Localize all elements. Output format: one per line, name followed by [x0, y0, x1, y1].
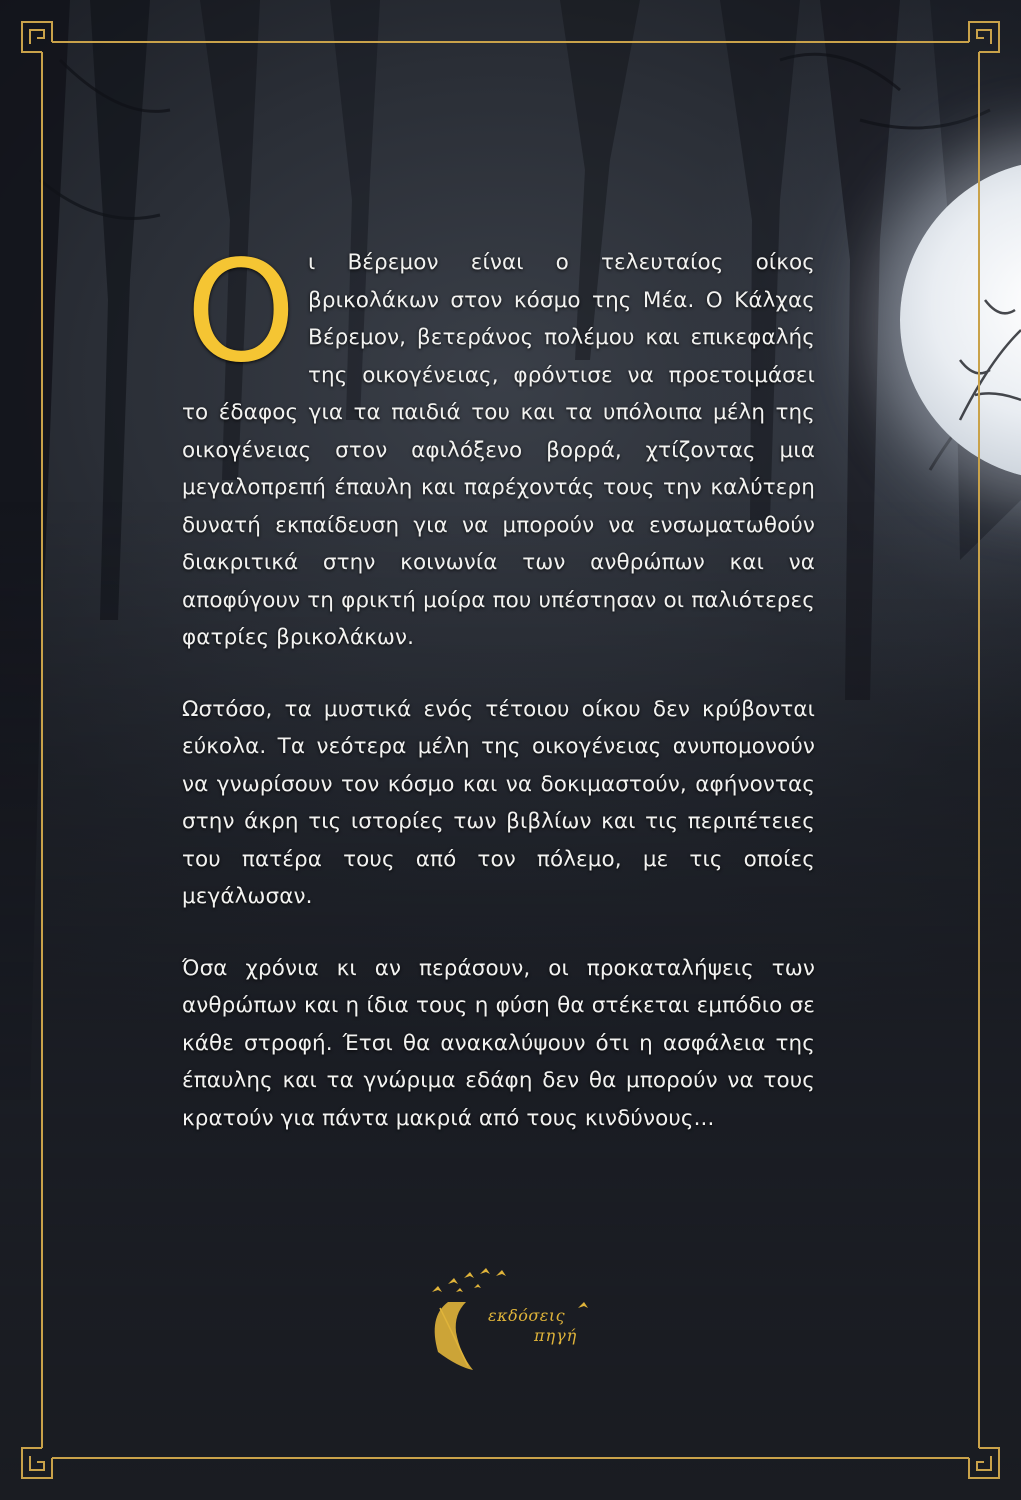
paragraph-3: Όσα χρόνια κι αν περάσουν, οι προκαταλήψεις των ανθρώπων και η ίδια τους η φύση θα στέκεται εμπόδιο σε κάθε στροφή. Έτσι θα ανακαλύψουν ότι η ασφάλεια της έπαυλης και τα γνώριμα εδάφη δεν θα μπορούν να τους κρατούν για πάντα μακριά από τους κινδύνους... — [182, 955, 815, 1131]
publisher-name-line2: πηγή — [534, 1326, 578, 1345]
dropcap-o — [184, 252, 298, 376]
publisher-logo — [418, 1262, 608, 1372]
paragraph-2: Ωστόσο, τα μυστικά ενός τέτοιου οίκου δεν κρύβονται εύκολα. Τα νεότερα μέλη της οικογένειας ανυπομονούν να γνωρίσουν τον κόσμο και να δοκιμαστούν, αφήνοντας στην άκρη τις ιστορίες των βιβλίων και τις περιπέτειες του πατέρα τους από τον πόλεμο, με τις οποίες μεγάλωσαν. — [182, 696, 815, 909]
paragraph-1-text: ι Βέρεμον είναι ο τελευταίος οίκος βρικολάκων στον κόσμο της Μέα. Ο Κάλχας Βέρεμον, βετεράνος πολέμου και επικεφαλής της οικογένειας, φρόντισε να προετοιμάσει το έδαφος για τα παιδιά του και τα υπόλοιπα μέλη της οικογένειας στον αφιλόξενο βορρά, χτίζοντας μια μεγαλοπρεπή έπαυλη και παρέχοντάς τους την καλύτερη δυνατή εκπαίδευση για να μπορούν να ενσωματωθούν διακριτικά στην κοινωνία των ανθρώπων και να αποφύγουν τη φρικτή μοίρα που υπέστησαν οι παλιότερες φατρίες βρικολάκων. — [182, 250, 815, 650]
dropcap-letter: Ο — [185, 252, 297, 376]
paragraph-1 — [182, 244, 815, 657]
blurb — [182, 244, 815, 1171]
publisher-name-line1: εκδόσεις — [488, 1306, 566, 1325]
